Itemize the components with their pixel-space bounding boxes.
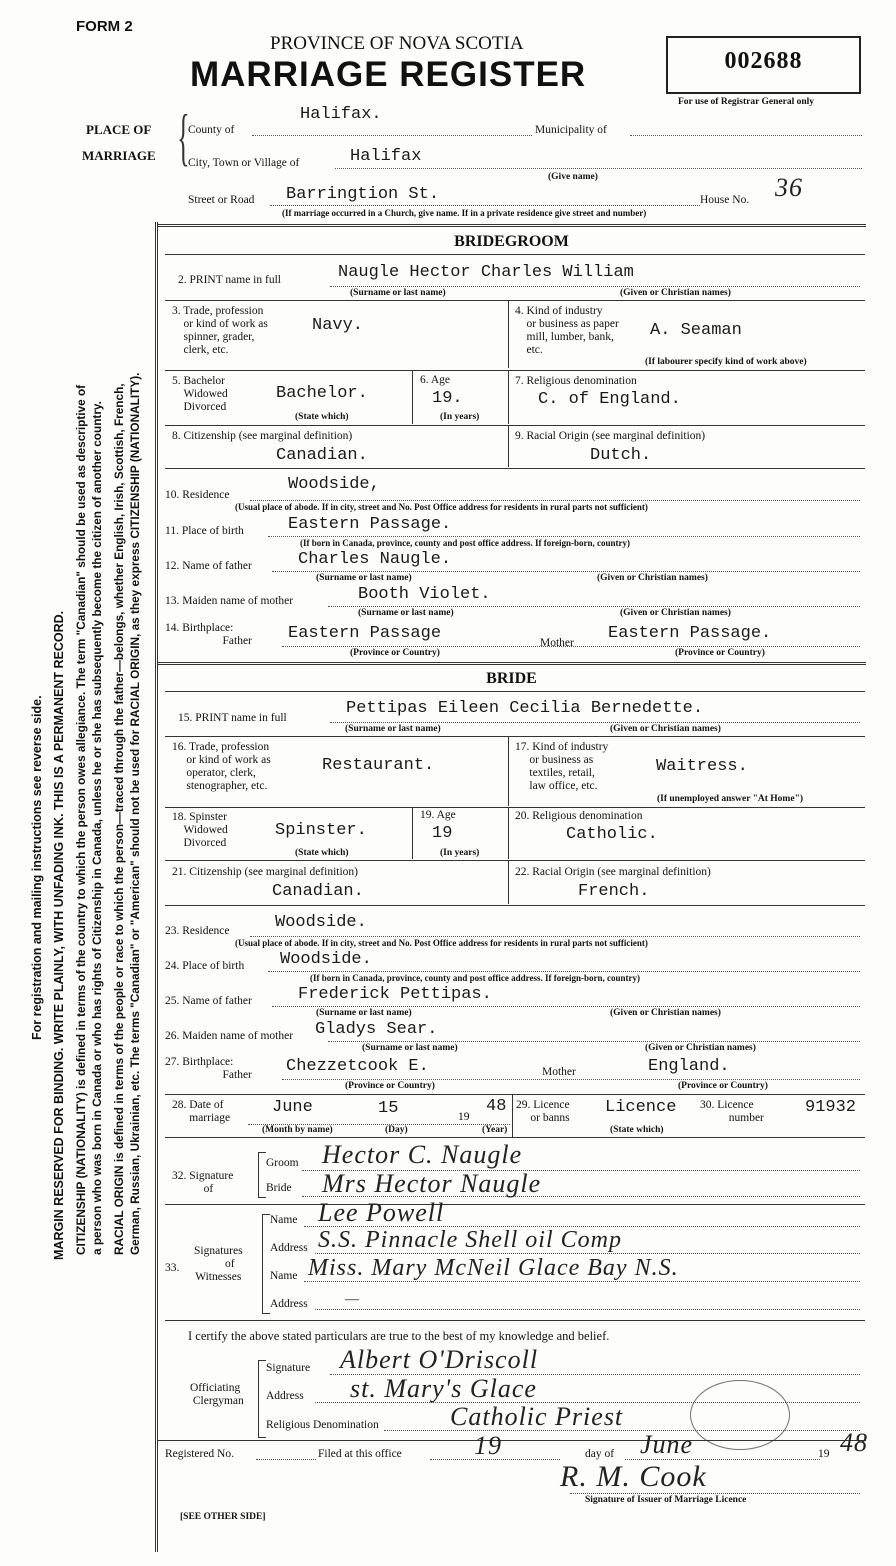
sublabel-surname: (Surname or last name) [350,288,446,298]
sublabel-day: (Day) [385,1125,408,1135]
groom-residence: Woodside, [288,475,380,494]
label-w2-name: Name [270,1270,298,1282]
clergy-denomination: Catholic Priest [450,1402,624,1431]
label-registered-no: Registered No. [165,1448,234,1460]
sublabel-surname: (Surname or last name) [316,1008,412,1018]
label-groom-father: 12. Name of father [165,560,252,572]
label-groom-birthplace: 11. Place of birth [165,525,244,537]
label-clergy-denomination: Religious Denomination [266,1419,379,1431]
bride-citizenship: Canadian. [272,882,364,901]
groom-citizenship: Canadian. [276,446,368,465]
margin-line-3: CITIZENSHIP (NATIONALITY) is defined in terms of the country to which the person owes allegiance. The term "Canadian" should be used as descriptive of [74,384,88,1255]
label-groom-citizenship: 8. Citizenship (see marginal definition) [172,430,353,442]
house-label: House No. [700,194,750,206]
groom-father: Charles Naugle. [298,550,452,569]
label-bride-father: 25. Name of father [165,995,252,1007]
groom-status: Bachelor. [276,384,368,403]
groom-mother-bp: Eastern Passage. [608,624,772,643]
sublabel-given: (Given or Christian names) [620,608,731,618]
document-title: MARRIAGE REGISTER [190,55,587,94]
sublabel-surname: (Surname or last name) [345,724,441,734]
filed-month: June [640,1430,694,1459]
filed-year: 48 [840,1428,868,1457]
bride-religion: Catholic. [566,825,658,844]
county-value: Halifax. [300,105,382,124]
label-signature-of: 32. Signature of [172,1170,234,1195]
label-day-of: day of [585,1448,615,1460]
year-prefix: 19 [458,1111,470,1123]
label-bride-status: 18. Spinster Widowed Divorced [172,811,228,849]
label-groom-origin: 9. Racial Origin (see marginal definition) [515,430,706,442]
margin-line-5: RACIAL ORIGIN is defined in terms of the people or race to which the person—traced through the father—belongs, whether English, Irish, Scottish, French, [112,383,126,1255]
groom-origin: Dutch. [590,446,652,465]
label-bride-citizenship: 21. Citizenship (see marginal definition) [172,866,358,878]
label-bride-origin: 22. Racial Origin (see marginal definition) [515,866,711,878]
sublabel-state: (State which) [610,1125,664,1135]
sublabel-given: (Given or Christian names) [620,288,731,298]
sublabel-given: (Given or Christian names) [597,573,708,583]
label-bride-name: 15. PRINT name in full [178,712,287,724]
county-label: County of [188,124,235,136]
label-filed: Filed at this office [318,1448,402,1460]
marriage-label: MARRIAGE [82,148,156,163]
bride-name: Pettipas Eileen Cecilia Bernedette. [346,699,704,718]
groom-mother: Booth Violet. [358,585,491,604]
label-groom-trade: 3. Trade, profession or kind of work as spinner, grader, clerk, etc. [172,305,268,356]
bride-age: 19 [432,824,453,843]
licence-number: 91932 [805,1098,857,1117]
label-bride-age: 19. Age [420,809,456,821]
brace: { [177,101,190,172]
margin-line-4: a person who was born in Canada or who has rights of Citizenship in Canada, unless he or she has subsequently become the citizen of another country. [90,401,104,1255]
margin-line-1: For registration and mailing instructions see reverse side. [30,695,44,1040]
section-bride: BRIDE [486,670,537,687]
sublabel-given: (Given or Christian names) [610,724,721,734]
label-bride-religion: 20. Religious denomination [515,810,643,822]
label-w1-address: Address [270,1242,308,1254]
bride-status: Spinster. [275,821,367,840]
marriage-day: 15 [378,1099,399,1118]
section-bridegroom: BRIDEGROOM [454,233,569,250]
label-bride-birthplace: 24. Place of birth [165,960,245,972]
sublabel-surname: (Surname or last name) [358,608,454,618]
bride-trade: Restaurant. [322,756,435,775]
label-bride-trade: 16. Trade, profession or kind of work as operator, clerk, stenographer, etc. [172,741,271,792]
register-number: 002688 [666,36,861,94]
groom-father-bp: Eastern Passage [288,624,442,643]
label-groom-name: 2. PRINT name in full [178,274,281,286]
label-groom-age: 6. Age [420,374,451,386]
groom-industry: A. Seaman [650,321,742,340]
sublabel-surname: (Surname or last name) [316,573,412,583]
sublabel-state: (State which) [295,412,349,422]
witness1-address: S.S. Pinnacle Shell oil Comp [318,1227,622,1253]
certification-text: I certify the above stated particulars are true to the best of my knowledge and belief. [188,1329,610,1343]
issuer-signature: R. M. Cook [560,1460,707,1493]
sublabel-state: (State which) [295,848,349,858]
label-groom-residence: 10. Residence [165,489,230,501]
margin-line-2: MARGIN RESERVED FOR BINDING. WRITE PLAINLY, WITH UNFADING INK. THIS IS A PERMANENT RECORD. [52,610,66,1260]
label-licence-number: 30. Licence number [700,1099,764,1124]
witness1-name: Lee Powell [318,1198,445,1227]
label-groom-mother: 13. Maiden name of mother [165,595,294,607]
see-other-side: [SEE OTHER SIDE] [180,1512,266,1522]
label-bride-industry: 17. Kind of industry or business as textiles, retail, law office, etc. [515,741,609,792]
groom-age: 19. [432,389,463,408]
witness2-address: — [345,1292,359,1307]
bride-industry: Waitress. [656,757,748,776]
label-clergy-address: Address [266,1390,304,1402]
street-note: (If marriage occurred in a Church, give name. If in a private residence give street and number) [282,208,647,218]
label-licence: 29. Licence or banns [516,1099,570,1124]
bride-mother-bp: England. [648,1057,730,1076]
label-bride-bp: 27. Birthplace: Father [165,1056,252,1081]
sublabel-prov: (Province or Country) [350,648,440,658]
witness2-name: Miss. Mary McNeil Glace Bay N.S. [308,1255,679,1281]
marriage-year: 48 [486,1097,507,1116]
street-label: Street or Road [188,194,255,206]
house-value: 36 [775,173,803,202]
sublabel-month: (Month by name) [262,1125,333,1135]
margin-line-6: German, Russian, Ukrainian, etc. The terms "Canadian" or "American" should not be used for RACIAL ORIGIN, as they express CITIZENSHIP (NATIONALITY). [128,372,142,1255]
sublabel-years: (In years) [440,412,480,422]
label-clergy-signature: Signature [266,1362,311,1374]
label-issuer: Signature of Issuer of Marriage Licence [585,1495,747,1505]
filed-year-prefix: 19 [818,1448,830,1460]
label-groom-bp: 14. Birthplace: Father [165,622,252,647]
city-label: City, Town or Village of [188,157,300,169]
label-33: 33. [165,1262,180,1274]
bride-origin: French. [578,882,650,901]
label-groom-religion: 7. Religious denomination [515,375,637,387]
province-title: PROVINCE OF NOVA SCOTIA [270,33,524,54]
groom-signature: Hector C. Naugle [322,1140,523,1169]
licence-type: Licence [605,1098,677,1117]
filed-day: 19 [474,1431,502,1460]
label-groom: Groom [266,1157,299,1169]
sublabel-prov: (Province or Country) [345,1081,435,1091]
sublabel-unemployed: (If unemployed answer "At Home") [657,794,804,804]
label-bride-residence: 23. Residence [165,925,230,937]
sublabel-residence: (Usual place of abode. If in city, street and No. Post Office address for residents in rural parts not sufficient) [235,938,648,948]
sublabel-birth: (If born in Canada, province, county and post office address. If foreign-born, country) [300,538,631,548]
marriage-month: June [272,1098,313,1117]
label-bride: Bride [266,1182,292,1194]
bride-residence: Woodside. [275,913,367,932]
label-w1-name: Name [270,1214,298,1226]
label-officiating: Officiating Clergyman [190,1382,244,1407]
sublabel-prov: (Province or Country) [678,1081,768,1091]
groom-religion: C. of England. [538,390,681,409]
label-mother: Mother [540,637,574,649]
sublabel-year: (Year) [482,1125,508,1135]
municipality-label: Municipality of [535,124,607,136]
sublabel-residence: (Usual place of abode. If in city, street and No. Post Office address for residents in rural parts not sufficient) [235,502,648,512]
label-bride-mother: 26. Maiden name of mother [165,1030,294,1042]
give-name-note: (Give name) [548,172,598,182]
label-mother: Mother [542,1066,576,1078]
bride-father: Frederick Pettipas. [298,985,492,1004]
sublabel-given: (Given or Christian names) [610,1008,721,1018]
bride-signature: Mrs Hector Naugle [322,1169,542,1198]
form-number: FORM 2 [76,18,133,35]
sublabel-birth: (If born in Canada, province, county and post office address. If foreign-born, country) [310,973,641,983]
sublabel-years: (In years) [440,848,480,858]
city-value: Halifax [350,147,422,166]
bride-birthplace: Woodside. [280,950,372,969]
label-groom-status: 5. Bachelor Widowed Divorced [172,375,228,413]
sublabel-labourer: (If labourer specify kind of work above) [645,357,807,367]
label-w2-address: Address [270,1298,308,1310]
bride-mother: Gladys Sear. [315,1020,438,1039]
sublabel-given: (Given or Christian names) [645,1043,756,1053]
label-witnesses: Signatures of Witnesses [194,1245,243,1283]
groom-name: Naugle Hector Charles William [338,263,634,282]
label-date: 28. Date of marriage [172,1099,231,1124]
groom-trade: Navy. [312,316,364,335]
groom-birthplace: Eastern Passage. [288,515,452,534]
label-groom-industry: 4. Kind of industry or business as paper mill, lumber, bank, etc. [515,305,619,356]
sublabel-prov: (Province or Country) [675,648,765,658]
street-value: Barringtion St. [286,185,440,204]
bride-father-bp: Chezzetcook E. [286,1057,429,1076]
clergy-address: st. Mary's Glace [350,1374,537,1403]
place-of-label: PLACE OF [86,122,152,137]
clergy-signature: Albert O'Driscoll [340,1345,539,1374]
registrar-note: For use of Registrar General only [678,97,815,107]
sublabel-surname: (Surname or last name) [362,1043,458,1053]
